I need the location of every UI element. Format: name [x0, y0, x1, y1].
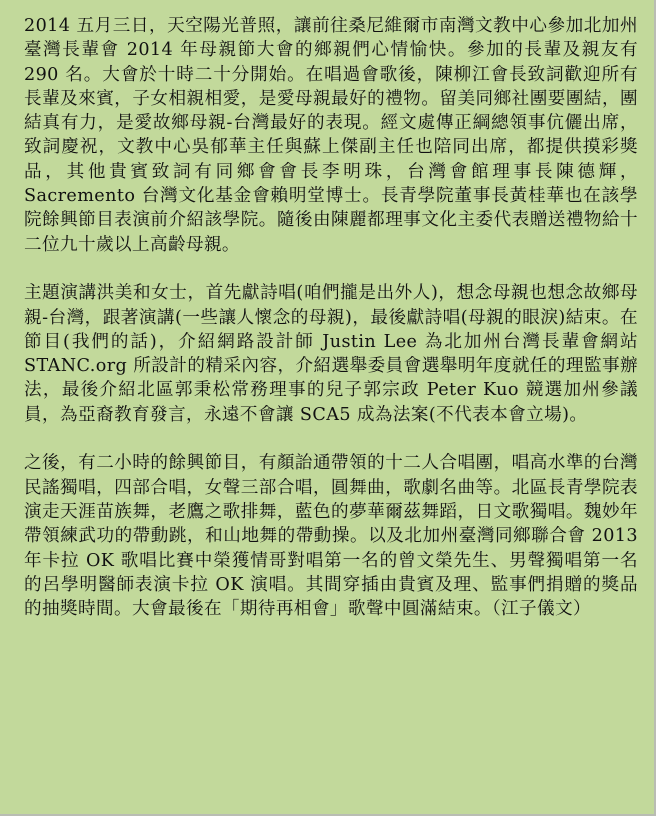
paragraph-event-opening: 2014 五月三日，天空陽光普照，讓前往桑尼維爾市南灣文教中心參加北加州臺灣長輩會 2014 年母親節大會的鄉親們心情愉快。參加的長輩及親友有 290 名。大會於十時二十分開始。在唱過會歌後，陳柳江會長致詞歡迎所有長輩及來賓，子女相親相愛，是愛母親最好的禮物。留美同鄉社團要團結，團結真有力，是愛故鄉母親-台灣最好的表現。經文處傳正綱總領事伉儷出席，致詞慶祝，文教中心吳郁華主任與蘇上傑副主任也陪同出席，都提供摸彩獎品，其他貴賓致詞有同鄉會會長李明珠，台灣會館理事長陳德輝，Sacremento 台灣文化基金會賴明堂博士。長青學院董事長黃桂華也在該學院餘興節目表演前介紹該學院。隨後由陳麗都理事文化主委代表贈送禮物給十二位九十歲以上高齡母親。	[24, 16, 638, 255]
paragraph-entertainment: 之後，有二小時的餘興節目，有顏詒通帶領的十二人合唱團，唱高水準的台灣民謠獨唱，四部合唱，女聲三部合唱，圓舞曲，歌劇名曲等。北區長青學院表演走天涯苗族舞，老鷹之歌排舞，藍色的夢華爾茲舞蹈，日文歌獨唱。魏妙年帶領練武功的帶動跳，和山地舞的帶動操。以及北加州臺灣同鄉聯合會 2013 年卡拉 OK 歌唱比賽中榮獲情哥對唱第一名的曾文榮先生、男聲獨唱第一名的呂學明醫師表演卡拉 OK 演唱。其間穿插由貴賓及理、監事們捐贈的獎品的抽獎時間。大會最後在「期待再相會」歌聲中圓滿結束。（江子儀文）	[24, 453, 638, 620]
article-body	[24, 14, 638, 621]
paragraph-keynote-speech: 主題演講洪美和女士，首先獻詩唱(咱們攏是出外人)，想念母親也想念故鄉母親-台灣，跟著演講(一些讓人懷念的母親)，最後獻詩唱(母親的眼淚)結束。在節目(我們的話)，介紹網路設計師 Justin Lee 為北加州台灣長輩會網站 STANC.org 所設計的精采內容，介紹選舉委員會選舉明年度就任的理監事辦法，最後介紹北區郭秉松常務理事的兒子郭宗政 Peter Kuo 競選加州參議員，為亞裔教育發言，永遠不會讓 SCA5 成為法案(不代表本會立場)。	[24, 283, 638, 425]
